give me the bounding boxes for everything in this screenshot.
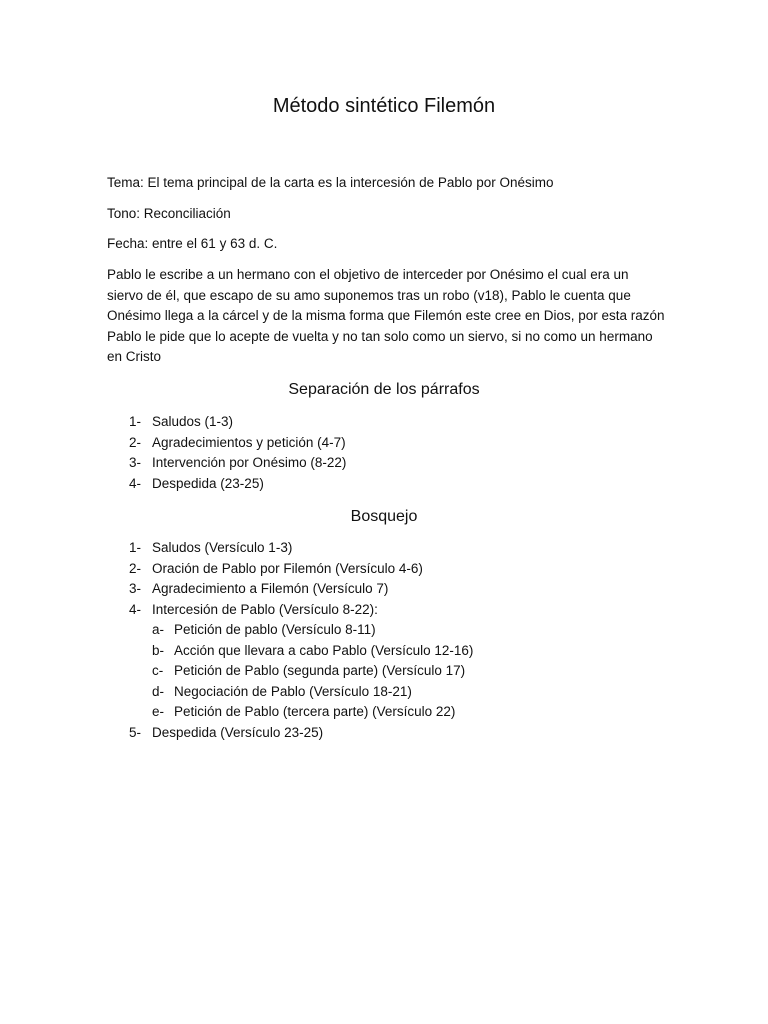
list-item — [0, 559, 768, 580]
list-number: 2- — [129, 434, 142, 450]
list-text: Oración de Pablo por Filemón (Versículo 4-6) — [152, 560, 423, 576]
sub-list-text: Petición de Pablo (segunda parte) (Versículo 17) — [174, 663, 466, 678]
list-number: 5- — [129, 724, 142, 740]
sub-list-text: Acción que llevara a cabo Pablo (Versículo 12-16) — [174, 642, 474, 658]
list-number: 1- — [129, 540, 142, 555]
sub-list-text: Petición de pablo (Versículo 8-11) — [174, 622, 376, 637]
sub-list-item — [0, 682, 768, 703]
sub-list-letter: c- — [152, 663, 164, 678]
list-item — [0, 474, 768, 495]
separacion-list — [0, 412, 768, 494]
list-text: Despedida (Versículo 23-25) — [152, 724, 324, 740]
bosquejo-list — [0, 538, 768, 743]
list-text: Intercesión de Pablo (Versículo 8-22): — [152, 601, 378, 617]
list-number: 1- — [129, 414, 142, 429]
bosquejo-heading: Bosquejo — [350, 508, 418, 525]
list-text: Agradecimiento a Filemón (Versículo 7) — [152, 581, 389, 596]
fecha-line: Fecha: entre el 61 y 63 d. C. — [107, 236, 278, 251]
list-item — [0, 579, 768, 600]
list-text: Intervención por Onésimo (8-22) — [152, 455, 347, 470]
list-text: Saludos (1-3) — [152, 414, 234, 429]
sub-list-letter: b- — [152, 642, 165, 658]
sub-list-letter: e- — [152, 704, 165, 719]
sub-list-item — [0, 661, 768, 682]
list-item — [0, 412, 768, 433]
summary-paragraph: Pablo le escribe a un hermano con el objetivo de interceder por Onésimo el cual era un siervo de él, que escapo de su amo suponemos tras un robo (v18), Pablo le cuenta que Onésimo llega a la cárcel y de la misma forma que Filemón este cree en Dios, por esta razón Pablo le pide que lo acepte de vuelta y no tan solo como un siervo, si no como un hermano en Cristo — [107, 267, 665, 364]
list-number: 3- — [129, 581, 142, 596]
list-number: 4- — [129, 475, 142, 491]
list-text: Agradecimientos y petición (4-7) — [152, 434, 346, 450]
tema-line: Tema: El tema principal de la carta es la intercesión de Pablo por Onésimo — [107, 175, 554, 190]
sub-list-item — [0, 702, 768, 723]
list-item — [0, 723, 768, 744]
list-item — [0, 453, 768, 474]
list-text: Saludos (Versículo 1-3) — [152, 540, 293, 555]
list-number: 4- — [129, 601, 142, 617]
list-number: 2- — [129, 560, 142, 576]
sub-list-item — [0, 620, 768, 641]
list-item — [0, 433, 768, 454]
sub-list-text: Petición de Pablo (tercera parte) (Versículo 22) — [174, 704, 456, 719]
separacion-heading: Separación de los párrafos — [288, 381, 480, 398]
tono-line: Tono: Reconciliación — [107, 206, 231, 221]
list-item — [0, 600, 768, 621]
list-item — [0, 538, 768, 559]
sub-list-text: Negociación de Pablo (Versículo 18-21) — [174, 683, 412, 699]
sub-list-letter: d- — [152, 683, 165, 699]
list-number: 3- — [129, 455, 142, 470]
list-text: Despedida (23-25) — [152, 475, 264, 491]
document-title: Método sintético Filemón — [272, 95, 496, 117]
sub-list-item — [0, 641, 768, 662]
sub-list-letter: a- — [152, 622, 165, 637]
